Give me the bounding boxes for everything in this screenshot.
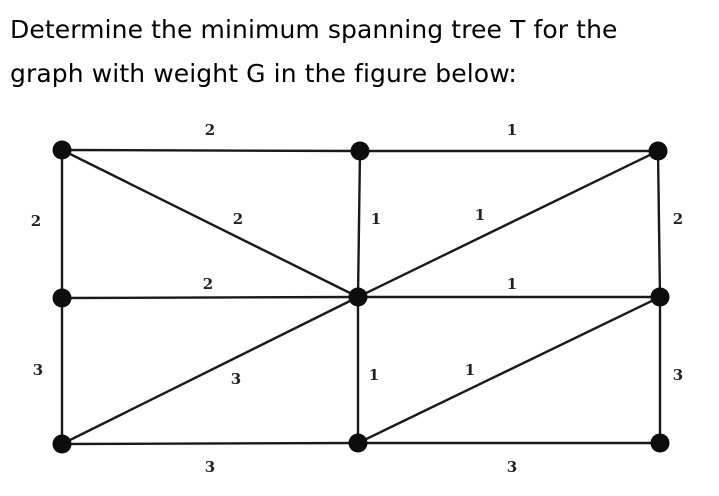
edge-weight-label-f-i: 3 [672, 366, 684, 384]
vertex-f [651, 288, 670, 307]
edge-b-e [358, 151, 360, 297]
edge-weight-label-c-f: 2 [672, 210, 684, 228]
edge-weight-label-d-e: 2 [202, 275, 214, 293]
edge-d-e [62, 297, 358, 298]
edge-weight-label-a-e: 2 [232, 210, 244, 228]
edge-weight-label-g-h: 3 [204, 458, 216, 476]
edge-weight-label-d-g: 3 [32, 361, 44, 379]
question-line-1: Determine the minimum spanning tree T for the [10, 15, 618, 44]
vertex-a [53, 141, 72, 160]
vertex-i [651, 434, 670, 453]
vertex-d [53, 289, 72, 308]
edge-weight-label-b-c: 1 [506, 121, 518, 139]
edge-weight-label-c-e: 1 [474, 206, 486, 224]
question-line-2: graph with weight G in the figure below: [10, 59, 517, 88]
edge-weight-label-e-h: 1 [368, 366, 380, 384]
edge-weight-label-a-d: 2 [30, 212, 42, 230]
edge-e-g [62, 297, 358, 444]
vertex-h [349, 434, 368, 453]
vertex-e [349, 288, 368, 307]
edge-weight-label-a-b: 2 [204, 121, 216, 139]
edge-weight-label-e-g: 3 [230, 370, 242, 388]
question-text [10, 8, 710, 96]
vertex-g [53, 435, 72, 454]
edge-a-b [62, 150, 360, 151]
edge-f-h [358, 297, 660, 443]
edge-weight-label-e-f: 1 [506, 275, 518, 293]
vertex-c [649, 142, 668, 161]
edge-g-h [62, 443, 358, 444]
edge-c-f [658, 151, 660, 297]
edge-weight-label-h-i: 3 [506, 458, 518, 476]
edge-weight-label-b-e: 1 [370, 210, 382, 228]
weighted-graph-figure [0, 100, 719, 496]
vertex-b [351, 142, 370, 161]
edge-weight-label-f-h: 1 [464, 361, 476, 379]
